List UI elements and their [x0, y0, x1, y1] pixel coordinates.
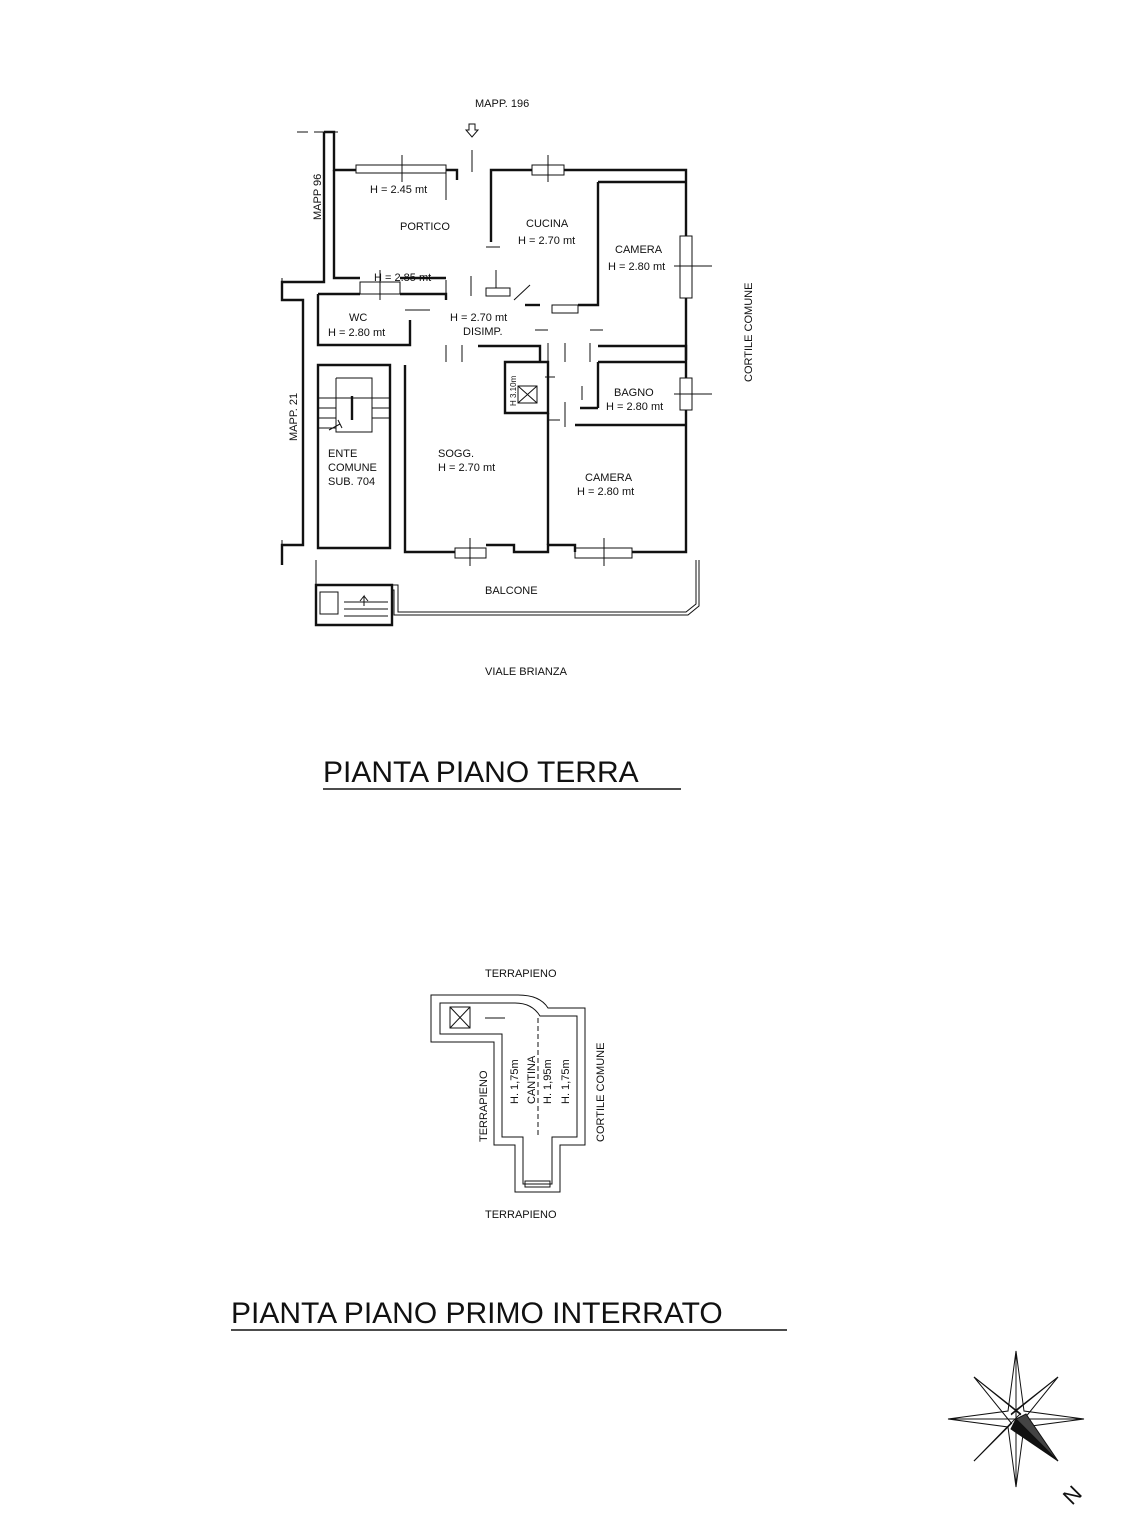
disimp-name: DISIMP. — [463, 326, 503, 338]
neighbor-boundary-lines — [282, 132, 338, 552]
ente-comune-line1: ENTE — [328, 448, 358, 460]
basement-height-right: H. 1,75m — [560, 1059, 572, 1104]
bagno-height: H = 2.80 mt — [606, 401, 664, 413]
portico-height-bottom: H = 2.85 mt — [374, 272, 432, 284]
ground-floor-title: PIANTA PIANO TERRA — [323, 756, 639, 789]
label-mapp-196: MAPP. 196 — [475, 98, 530, 110]
compass-north-label: N — [1057, 1480, 1087, 1510]
sogg-name: SOGG. — [438, 448, 475, 460]
basement-cortile-comune: CORTILE COMUNE — [595, 1042, 607, 1142]
ente-comune-line2: COMUNE — [328, 462, 377, 474]
ente-comune-line3: SUB. 704 — [328, 476, 376, 488]
camera-1-name: CAMERA — [615, 244, 663, 256]
basement-shaft-icon — [450, 1007, 470, 1028]
compass-rose-icon — [948, 1351, 1084, 1487]
cucina-height: H = 2.70 mt — [518, 235, 576, 247]
ground-floor-plan — [282, 98, 755, 789]
sogg-height: H = 2.70 mt — [438, 462, 496, 474]
terrapieno-top: TERRAPIENO — [485, 968, 557, 980]
label-mapp-96: MAPP 96 — [312, 173, 324, 220]
basement-title: PIANTA PIANO PRIMO INTERRATO — [231, 1297, 723, 1330]
bagno-name: BAGNO — [614, 387, 654, 399]
camera-2-name: CAMERA — [585, 472, 633, 484]
portico-height-top: H = 2.45 mt — [370, 184, 428, 196]
basement-plan — [231, 968, 787, 1330]
portico-name: PORTICO — [400, 221, 450, 233]
staircase-icon — [318, 378, 390, 432]
camera-2-height: H = 2.80 mt — [577, 486, 635, 498]
terrapieno-bottom: TERRAPIENO — [485, 1209, 557, 1221]
shaft-height: H 3.10m — [509, 375, 518, 406]
basement-height-left: H. 1,75m — [509, 1059, 521, 1104]
label-mapp-21: MAPP. 21 — [288, 392, 300, 441]
basement-height-center: H. 1,95m — [542, 1059, 554, 1104]
room-labels — [328, 184, 665, 597]
entrance-arrow-icon — [466, 124, 478, 137]
cantina-name: CANTINA — [526, 1055, 538, 1104]
label-cortile-comune: CORTILE COMUNE — [743, 282, 755, 382]
balcone-name: BALCONE — [485, 585, 538, 597]
disimp-height: H = 2.70 mt — [450, 312, 508, 324]
camera-1-height: H = 2.80 mt — [608, 261, 666, 273]
wc-height: H = 2.80 mt — [328, 327, 386, 339]
wc-name: WC — [349, 312, 368, 324]
label-viale-brianza: VIALE BRIANZA — [485, 666, 567, 678]
cucina-name: CUCINA — [526, 218, 569, 230]
terrapieno-left: TERRAPIENO — [478, 1070, 490, 1142]
windows — [356, 155, 712, 566]
